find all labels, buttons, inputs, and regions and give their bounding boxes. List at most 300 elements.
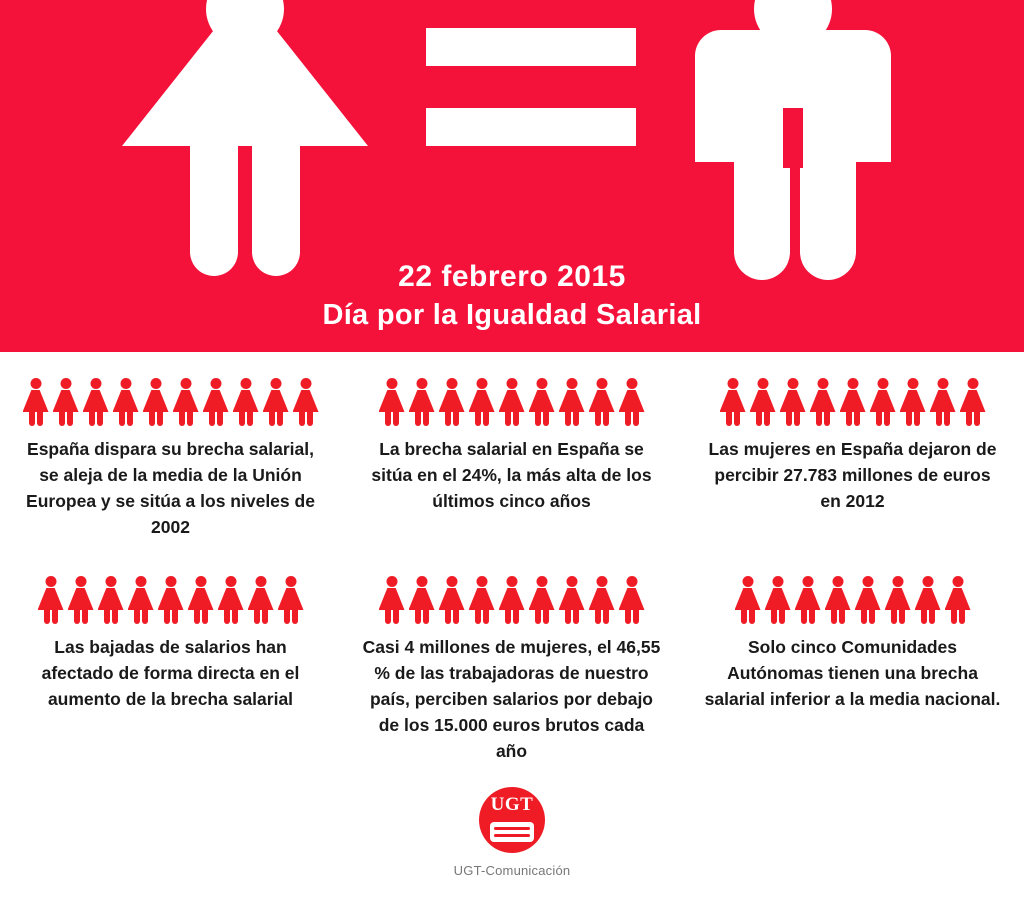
credit-text: UGT-Comunicación — [453, 863, 571, 878]
female-pictogram-icon — [409, 378, 435, 426]
female-pictogram-icon — [825, 576, 851, 624]
female-pictogram-icon — [439, 378, 465, 426]
stat-text-1: España dispara su brecha salarial, se aleja de la media de la Unión Europea y se sitúa a los niveles de 2002 — [26, 439, 315, 537]
female-leg-left-shape — [119, 411, 125, 426]
equals-bar-bottom — [426, 108, 636, 146]
female-pictogram-icon — [900, 378, 926, 426]
female-head-shape — [446, 378, 457, 389]
female-leg-right-shape — [974, 411, 980, 426]
female-head-shape — [30, 378, 41, 389]
female-leg-left-shape — [29, 411, 35, 426]
male-leg-right-shape — [800, 108, 856, 280]
female-dress-shape — [53, 390, 79, 412]
equals-bar-top — [426, 28, 636, 66]
female-dress-shape — [619, 588, 645, 610]
female-head-shape — [300, 378, 311, 389]
female-leg-left-shape — [59, 411, 65, 426]
female-dress-shape — [780, 390, 806, 412]
female-head-shape — [120, 378, 131, 389]
stat-text-3: Las mujeres en España dejaron de percibir 27.783 millones de euros en 2012 — [708, 439, 997, 511]
female-dress-shape — [113, 390, 139, 412]
stat-text-2: La brecha salarial en España se sitúa en el 24%, la más alta de los últimos cinco años — [371, 439, 652, 511]
female-pictogram-icon — [855, 576, 881, 624]
female-icon-row-5 — [355, 568, 668, 624]
female-leg-right-shape — [573, 609, 579, 624]
female-pictogram-icon — [619, 378, 645, 426]
female-head-shape — [847, 378, 858, 389]
female-dress-shape — [293, 390, 319, 412]
female-leg-right-shape — [543, 609, 549, 624]
female-leg-right-shape — [824, 411, 830, 426]
female-dress-shape — [469, 390, 495, 412]
female-head-shape — [195, 576, 206, 587]
female-leg-left-shape — [44, 609, 50, 624]
female-pictogram-icon — [559, 576, 585, 624]
female-leg-right-shape — [187, 411, 193, 426]
female-leg-left-shape — [876, 411, 882, 426]
female-pictogram-icon — [263, 378, 289, 426]
female-pictogram-icon — [870, 378, 896, 426]
female-head-shape — [952, 576, 963, 587]
female-pictogram-icon — [499, 576, 525, 624]
female-leg-right-shape — [247, 411, 253, 426]
female-dress-shape — [233, 390, 259, 412]
female-dress-shape — [840, 390, 866, 412]
female-dress-shape — [128, 588, 154, 610]
male-leg-left-shape — [734, 108, 790, 280]
female-leg-right-shape — [884, 411, 890, 426]
female-leg-right-shape — [82, 609, 88, 624]
female-leg-left-shape — [134, 609, 140, 624]
female-dress-shape — [158, 588, 184, 610]
female-pictogram-icon — [293, 378, 319, 426]
female-leg-right-shape — [543, 411, 549, 426]
female-leg-left-shape — [190, 146, 238, 276]
female-leg-left-shape — [816, 411, 822, 426]
female-leg-right-shape — [157, 411, 163, 426]
stat-cell-4 — [0, 564, 341, 774]
female-head-shape — [566, 378, 577, 389]
female-leg-right-shape — [97, 411, 103, 426]
female-leg-right-shape — [423, 609, 429, 624]
female-leg-right-shape — [393, 609, 399, 624]
female-leg-right-shape — [202, 609, 208, 624]
female-dress-shape — [143, 390, 169, 412]
female-leg-left-shape — [385, 411, 391, 426]
female-pictogram-icon — [945, 576, 971, 624]
female-leg-left-shape — [505, 411, 511, 426]
female-leg-left-shape — [966, 411, 972, 426]
female-pictogram-icon — [840, 378, 866, 426]
female-leg-right-shape — [633, 411, 639, 426]
female-pictogram-icon — [469, 576, 495, 624]
female-leg-right-shape — [779, 609, 785, 624]
female-leg-left-shape — [179, 411, 185, 426]
female-pictogram-icon — [68, 576, 94, 624]
female-leg-right-shape — [232, 609, 238, 624]
female-pictogram-icon — [735, 576, 761, 624]
female-pictogram-icon — [765, 576, 791, 624]
female-head-shape — [937, 378, 948, 389]
female-pictogram-icon — [750, 378, 776, 426]
female-leg-left-shape — [535, 411, 541, 426]
female-leg-right-shape — [603, 609, 609, 624]
female-pictogram-icon — [559, 378, 585, 426]
female-dress-shape — [83, 390, 109, 412]
female-dress-shape — [499, 588, 525, 610]
female-head-shape — [210, 378, 221, 389]
female-leg-right-shape — [393, 411, 399, 426]
page-title: Día por la Igualdad Salarial — [322, 299, 702, 331]
female-head-shape — [536, 576, 547, 587]
female-leg-left-shape — [801, 609, 807, 624]
female-pictogram-icon — [469, 378, 495, 426]
female-head-shape — [727, 378, 738, 389]
female-head-shape — [255, 576, 266, 587]
female-head-shape — [416, 378, 427, 389]
female-leg-right-shape — [809, 609, 815, 624]
female-leg-left-shape — [726, 411, 732, 426]
female-pictogram-icon — [439, 576, 465, 624]
female-dress-shape — [810, 390, 836, 412]
female-pictogram-icon — [780, 378, 806, 426]
female-leg-left-shape — [239, 411, 245, 426]
female-dress-shape — [409, 588, 435, 610]
female-head-shape — [270, 378, 281, 389]
female-head-shape — [742, 576, 753, 587]
female-dress-shape — [825, 588, 851, 610]
female-leg-right-shape — [423, 411, 429, 426]
female-leg-left-shape — [475, 411, 481, 426]
hero-date: 22 febrero 2015 — [398, 260, 626, 293]
female-leg-left-shape — [415, 411, 421, 426]
female-leg-right-shape — [172, 609, 178, 624]
female-pictogram-icon — [188, 576, 214, 624]
female-leg-right-shape — [573, 411, 579, 426]
female-pictogram-icon — [218, 576, 244, 624]
female-dress-shape — [203, 390, 229, 412]
female-leg-left-shape — [415, 609, 421, 624]
female-leg-right-shape — [112, 609, 118, 624]
female-dress-shape — [409, 390, 435, 412]
female-leg-left-shape — [786, 411, 792, 426]
female-leg-left-shape — [194, 609, 200, 624]
female-dress-shape — [218, 588, 244, 610]
stat-text-6: Solo cinco Comunidades Autónomas tienen una brecha salarial inferior a la media nacional. — [704, 637, 1001, 709]
female-dress-shape — [589, 588, 615, 610]
female-dress-shape — [23, 390, 49, 412]
stat-cell-1 — [0, 366, 341, 564]
footer — [0, 787, 1024, 900]
female-dress-shape — [68, 588, 94, 610]
female-head-shape — [75, 576, 86, 587]
female-pictogram-icon — [409, 576, 435, 624]
female-pictogram-icon — [795, 576, 821, 624]
stat-cell-3 — [682, 366, 1023, 564]
female-head-shape — [416, 576, 427, 587]
female-leg-left-shape — [846, 411, 852, 426]
female-pictogram-icon — [379, 378, 405, 426]
female-dress-shape — [499, 390, 525, 412]
female-head-shape — [506, 378, 517, 389]
female-head-shape — [105, 576, 116, 587]
female-icon-row-3 — [696, 370, 1009, 426]
female-leg-right-shape — [839, 609, 845, 624]
female-leg-left-shape — [505, 609, 511, 624]
female-head-shape — [772, 576, 783, 587]
female-leg-right-shape — [52, 609, 58, 624]
female-leg-right-shape — [67, 411, 73, 426]
female-dress-shape — [885, 588, 911, 610]
female-dress-shape — [870, 390, 896, 412]
female-head-shape — [536, 378, 547, 389]
female-dress-shape — [173, 390, 199, 412]
female-pictogram-icon — [128, 576, 154, 624]
female-leg-left-shape — [936, 411, 942, 426]
female-leg-right-shape — [734, 411, 740, 426]
female-leg-left-shape — [921, 609, 927, 624]
female-pictogram-icon — [930, 378, 956, 426]
female-dress-shape — [900, 390, 926, 412]
female-leg-left-shape — [254, 609, 260, 624]
female-pictogram-icon — [810, 378, 836, 426]
female-dress-shape — [469, 588, 495, 610]
female-dress-shape — [38, 588, 64, 610]
female-dress-shape — [750, 390, 776, 412]
ugt-logo-text: UGT — [490, 794, 534, 815]
female-head-shape — [787, 378, 798, 389]
female-head-shape — [150, 378, 161, 389]
female-pictogram-icon — [23, 378, 49, 426]
female-dress-shape — [188, 588, 214, 610]
female-leg-right-shape — [217, 411, 223, 426]
female-head-shape — [832, 576, 843, 587]
stat-text-4: Las bajadas de salarios han afectado de forma directa en el aumento de la brecha salarial — [41, 637, 300, 709]
stat-text-5: Casi 4 millones de mujeres, el 46,55 % de las trabajadoras de nuestro país, perciben salarios por debajo de los 15.000 euros brutos cada año — [362, 637, 661, 761]
female-pictogram-icon — [885, 576, 911, 624]
female-leg-right-shape — [127, 411, 133, 426]
female-dress-shape — [720, 390, 746, 412]
female-icon-row-1 — [14, 370, 327, 426]
female-dress-shape — [248, 588, 274, 610]
female-leg-right-shape — [252, 146, 300, 276]
female-head-shape — [240, 378, 251, 389]
female-head-shape — [922, 576, 933, 587]
female-leg-right-shape — [929, 609, 935, 624]
female-leg-right-shape — [944, 411, 950, 426]
female-leg-right-shape — [483, 411, 489, 426]
female-pictogram-icon — [173, 378, 199, 426]
female-leg-left-shape — [74, 609, 80, 624]
female-dress-shape — [559, 390, 585, 412]
female-head-shape — [90, 378, 101, 389]
female-head-shape — [446, 576, 457, 587]
female-head-shape — [476, 378, 487, 389]
female-pictogram-icon — [499, 378, 525, 426]
female-dress-shape — [98, 588, 124, 610]
hero-banner — [0, 0, 1024, 352]
female-dress-shape — [619, 390, 645, 412]
female-dress-shape — [439, 390, 465, 412]
female-leg-right-shape — [764, 411, 770, 426]
female-pictogram-icon — [529, 576, 555, 624]
female-dress-shape — [439, 588, 465, 610]
female-dress-shape — [379, 390, 405, 412]
female-leg-right-shape — [142, 609, 148, 624]
female-leg-left-shape — [595, 609, 601, 624]
female-leg-left-shape — [164, 609, 170, 624]
female-leg-left-shape — [861, 609, 867, 624]
handshake-shape — [490, 822, 534, 842]
female-dress-shape — [960, 390, 986, 412]
female-head-shape — [60, 378, 71, 389]
female-leg-left-shape — [535, 609, 541, 624]
female-dress-shape — [263, 390, 289, 412]
stats-grid — [0, 352, 1024, 774]
female-leg-right-shape — [453, 411, 459, 426]
stats-row-1 — [0, 366, 1024, 564]
female-head-shape — [225, 576, 236, 587]
female-head-shape — [596, 378, 607, 389]
female-leg-right-shape — [307, 411, 313, 426]
female-pictogram-icon — [248, 576, 274, 624]
female-dress-shape — [559, 588, 585, 610]
female-leg-left-shape — [595, 411, 601, 426]
female-dress-shape — [855, 588, 881, 610]
female-head-shape — [285, 576, 296, 587]
female-leg-left-shape — [284, 609, 290, 624]
female-pictogram-icon — [83, 378, 109, 426]
female-leg-left-shape — [224, 609, 230, 624]
female-leg-left-shape — [269, 411, 275, 426]
female-leg-right-shape — [749, 609, 755, 624]
female-head-shape — [967, 378, 978, 389]
female-leg-left-shape — [445, 609, 451, 624]
hero-title-block — [0, 258, 1024, 334]
female-icon-row-6 — [696, 568, 1009, 624]
female-pictogram-icon — [278, 576, 304, 624]
female-pictogram-icon — [960, 378, 986, 426]
female-pictogram-icon — [143, 378, 169, 426]
female-leg-right-shape — [869, 609, 875, 624]
female-leg-right-shape — [513, 609, 519, 624]
female-leg-left-shape — [625, 609, 631, 624]
female-leg-left-shape — [565, 609, 571, 624]
female-leg-left-shape — [565, 411, 571, 426]
female-dress-shape — [795, 588, 821, 610]
female-leg-left-shape — [891, 609, 897, 624]
female-pictogram-icon — [589, 576, 615, 624]
female-leg-right-shape — [854, 411, 860, 426]
ugt-handshake-logo-icon — [479, 787, 545, 853]
female-dress-shape — [735, 588, 761, 610]
female-leg-right-shape — [37, 411, 43, 426]
female-head-shape — [626, 576, 637, 587]
female-head-shape — [180, 378, 191, 389]
female-head-shape — [907, 378, 918, 389]
female-dress-shape — [529, 390, 555, 412]
female-head-shape — [386, 378, 397, 389]
female-head-shape — [817, 378, 828, 389]
stat-cell-6 — [682, 564, 1023, 774]
female-pictogram-icon — [720, 378, 746, 426]
female-head-shape — [45, 576, 56, 587]
female-pictogram-icon — [53, 378, 79, 426]
female-head-shape — [626, 378, 637, 389]
stat-cell-2 — [341, 366, 682, 564]
female-dress-shape — [589, 390, 615, 412]
female-head-shape — [596, 576, 607, 587]
female-leg-right-shape — [453, 609, 459, 624]
female-leg-left-shape — [385, 609, 391, 624]
female-pictogram-icon — [619, 576, 645, 624]
female-pictogram-icon — [203, 378, 229, 426]
female-leg-left-shape — [625, 411, 631, 426]
female-leg-left-shape — [951, 609, 957, 624]
female-dress-shape — [915, 588, 941, 610]
female-pictogram-icon — [233, 378, 259, 426]
female-icon-row-4 — [14, 568, 327, 624]
female-pictogram-icon — [589, 378, 615, 426]
female-leg-right-shape — [633, 609, 639, 624]
female-pictogram-icon — [915, 576, 941, 624]
female-leg-right-shape — [262, 609, 268, 624]
female-pictogram-icon — [379, 576, 405, 624]
female-icon-row-2 — [355, 370, 668, 426]
female-head-shape — [386, 576, 397, 587]
female-dress-shape — [122, 28, 368, 146]
female-head-shape — [566, 576, 577, 587]
female-leg-right-shape — [277, 411, 283, 426]
female-dress-shape — [930, 390, 956, 412]
female-leg-left-shape — [741, 609, 747, 624]
female-leg-right-shape — [513, 411, 519, 426]
female-head-shape — [165, 576, 176, 587]
female-head-shape — [757, 378, 768, 389]
female-leg-right-shape — [292, 609, 298, 624]
female-head-shape — [892, 576, 903, 587]
female-leg-left-shape — [906, 411, 912, 426]
equals-sign-icon — [426, 28, 636, 146]
female-leg-left-shape — [771, 609, 777, 624]
female-dress-shape — [945, 588, 971, 610]
stat-cell-5 — [341, 564, 682, 774]
female-head-shape — [802, 576, 813, 587]
female-pictogram-icon — [113, 378, 139, 426]
stats-row-2 — [0, 564, 1024, 774]
female-leg-left-shape — [475, 609, 481, 624]
female-dress-shape — [765, 588, 791, 610]
male-legs-gap — [783, 108, 803, 168]
female-leg-left-shape — [209, 411, 215, 426]
female-leg-left-shape — [445, 411, 451, 426]
female-leg-right-shape — [483, 609, 489, 624]
female-leg-right-shape — [794, 411, 800, 426]
female-dress-shape — [379, 588, 405, 610]
female-dress-shape — [529, 588, 555, 610]
female-head-shape — [476, 576, 487, 587]
female-dress-shape — [278, 588, 304, 610]
female-leg-left-shape — [299, 411, 305, 426]
female-head-shape — [862, 576, 873, 587]
female-pictogram-icon — [529, 378, 555, 426]
female-leg-left-shape — [89, 411, 95, 426]
female-head-shape — [135, 576, 146, 587]
female-leg-left-shape — [831, 609, 837, 624]
female-leg-left-shape — [149, 411, 155, 426]
female-pictogram-icon — [98, 576, 124, 624]
female-leg-right-shape — [603, 411, 609, 426]
